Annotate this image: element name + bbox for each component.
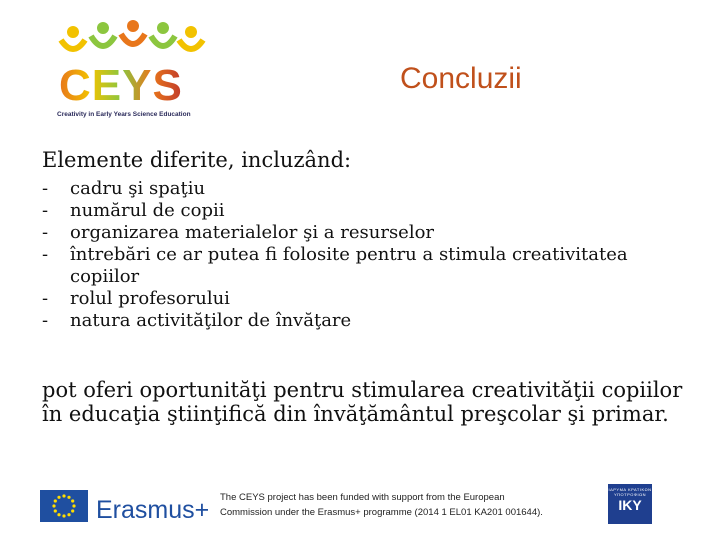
children-figures-icon <box>55 18 210 63</box>
funding-line: Commission under the Erasmus+ programme (2014 1 EL01 KA201 001644). <box>220 507 543 518</box>
conclusion-text: pot oferi oportunităţi pentru stimularea creativităţii copiilor în educaţia ştiinţifică din învăţământul preşcolar şi primar. <box>42 378 683 426</box>
list-item <box>42 222 682 244</box>
list-item <box>42 178 682 200</box>
logo-tagline: Creativity in Early Years Science Education <box>57 111 191 118</box>
bullet-marker: - <box>42 222 49 243</box>
bullet-marker: - <box>42 288 49 309</box>
funding-notice <box>220 490 590 520</box>
list-item <box>42 310 682 332</box>
bullet-text: cadru şi spaţiu <box>70 178 206 199</box>
bullet-marker: - <box>42 244 49 265</box>
footer <box>0 478 720 528</box>
bullet-marker: - <box>42 178 49 199</box>
erasmus-logo: Erasmus+ <box>96 496 210 524</box>
slide-title: Concluzii <box>400 62 522 95</box>
intro-text: Elemente diferite, incluzând: <box>42 148 352 172</box>
bullet-text: numărul de copii <box>70 200 225 221</box>
eu-stars-icon <box>40 490 88 522</box>
list-item <box>42 200 682 222</box>
bullet-text: întrebări ce ar putea fi folosite pentru a stimula creativitatea copiilor <box>70 244 628 287</box>
bullet-marker: - <box>42 310 49 331</box>
bullet-text: organizarea materialelor şi a resurselor <box>70 222 435 243</box>
bullet-marker: - <box>42 200 49 221</box>
bullet-text: rolul profesorului <box>70 288 230 309</box>
bullet-list <box>42 178 682 332</box>
ceys-logo <box>55 18 210 123</box>
iky-logo <box>608 484 652 524</box>
logo-wordmark: CEYS <box>59 61 183 110</box>
bullet-text: natura activităţilor de învăţare <box>70 310 352 331</box>
list-item <box>42 288 682 310</box>
iky-label: IKY <box>618 497 642 513</box>
eu-flag-icon <box>40 490 88 522</box>
funding-line: The CEYS project has been funded with support from the European <box>220 492 505 503</box>
iky-subtitle: ΙΔΡΥΜΑ ΚΡΑΤΙΚΩΝ ΥΠΟΤΡΟΦΙΩΝ <box>608 487 652 497</box>
list-item <box>42 244 682 288</box>
